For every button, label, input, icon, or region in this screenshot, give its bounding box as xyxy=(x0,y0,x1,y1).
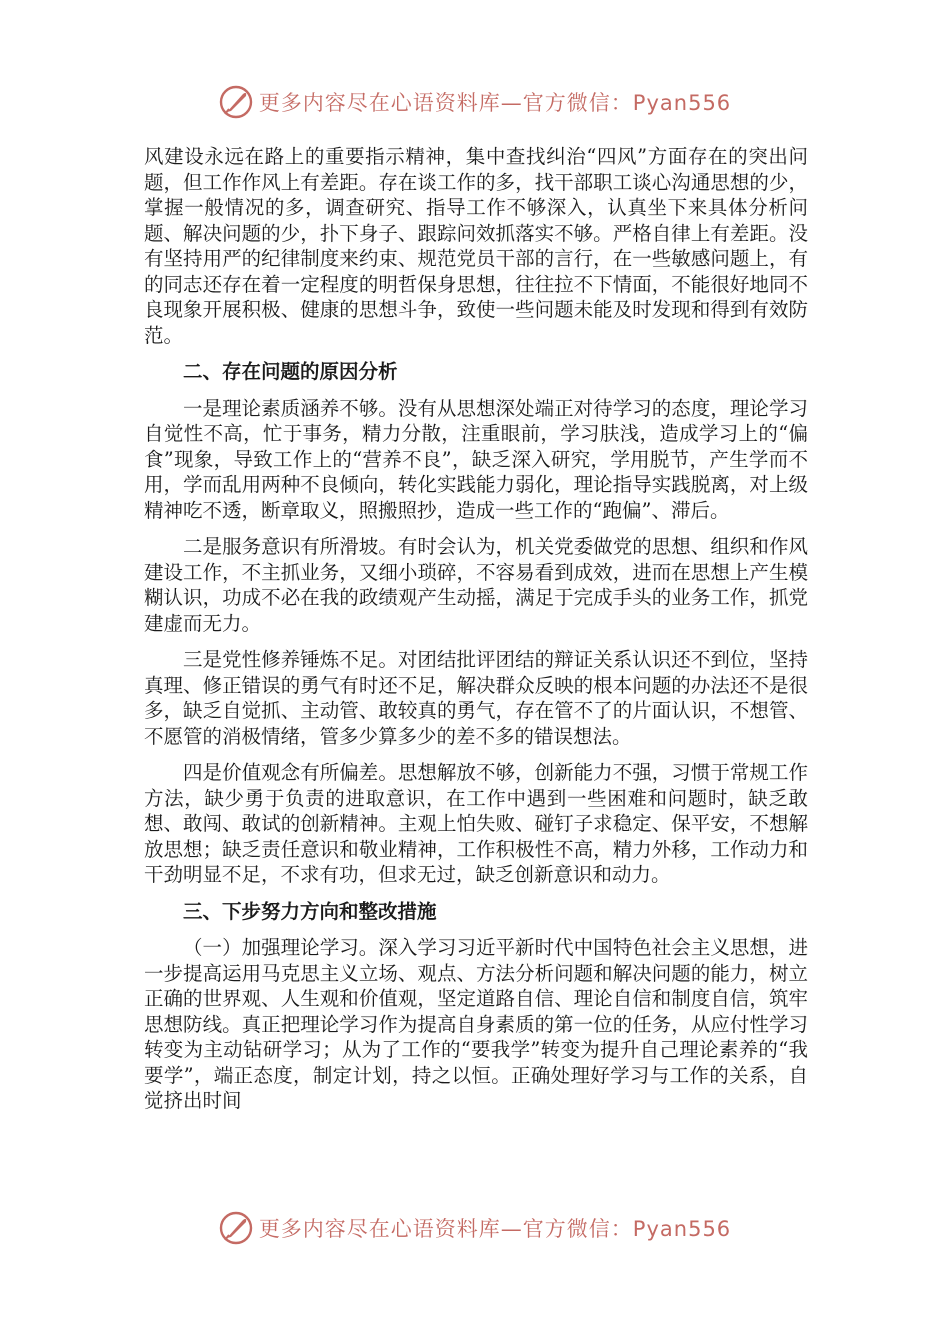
paragraph-cause-3: 三是党性修养锤炼不足。对团结批评团结的辩证关系认识还不到位，坚持真理、修正错误的勇气有时还不足，解决群众反映的根本问题的办法还不是很多，缺乏自觉抓、主动管、敢较真的勇气，存在管不了的片面认识，不想管、不愿管的消极情绪，管多少算多少的差不多的错误想法。 xyxy=(144,648,808,748)
paragraph-cause-4: 四是价值观念有所偏差。思想解放不够，创新能力不强，习惯于常规工作方法，缺少勇于负责的进取意识，在工作中遇到一些困难和问题时，缺乏敢想、敢闯、敢试的创新精神。主观上怕失败、碰钉子求稳定、保平安，不想解放思想；缺乏责任意识和敬业精神，工作积极性不高，精力外移，工作动力和干劲明显不足，不求有功，但求无过，缺乏创新意识和动力。 xyxy=(144,761,808,886)
section-heading-causes: 二、存在问题的原因分析 xyxy=(183,360,398,383)
section-heading-measures: 三、下步努力方向和整改措施 xyxy=(183,899,437,923)
watermark-text: 更多内容尽在心语资料库—官方微信：Pyan556 xyxy=(258,1217,732,1241)
header-watermark-banner xyxy=(0,82,950,122)
paragraph-measure-1: （一）加强理论学习。深入学习习近平新时代中国特色社会主义思想，进一步提高运用马克思主义立场、观点、方法分析问题和解决问题的能力，树立正确的世界观、人生观和价值观，坚定道路自信、理论自信和制度自信，筑牢思想防线。真正把理论学习作为提高自身素质的第一位的任务，从应付性学习转变为主动钻研学习；从为了工作的“要我学”转变为提升自己理论素养的“我要学”，端正态度，制定计划，持之以恒。正确处理好学习与工作的关系，自觉挤出时间 xyxy=(144,936,808,1112)
document-body xyxy=(144,144,808,1125)
footer-watermark-banner xyxy=(0,1208,950,1248)
intro-paragraph: 风建设永远在路上的重要指示精神，集中查找纠治“四风”方面存在的突出问题，但工作作风上有差距。存在谈工作的多，找干部职工谈心沟通思想的少，掌握一般情况的多，调查研究、指导工作不够深入，认真坐下来具体分析问题、解决问题的少，扑下身子、跟踪问效抓落实不够。严格自律上有差距。没有坚持用严的纪律制度来约束、规范党员干部的言行，在一些敏感问题上，有的同志还存在着一定程度的明哲保身思想，往往拉不下情面，不能很好地同不良现象开展积极、健康的思想斗争，致使一些问题未能及时发现和得到有效防范。 xyxy=(144,145,808,347)
paragraph-cause-2: 二是服务意识有所滑坡。有时会认为，机关党委做党的思想、组织和作风建设工作，不主抓业务，又细小琐碎，不容易看到成效，进而在思想上产生模糊认识，功成不必在我的政绩观产生动摇，满足于完成手头的业务工作，抓党建虚而无力。 xyxy=(144,535,808,635)
quill-pen-logo-icon xyxy=(219,1211,253,1245)
quill-pen-logo-icon xyxy=(219,85,253,119)
watermark-text: 更多内容尽在心语资料库—官方微信：Pyan556 xyxy=(258,91,732,115)
paragraph-cause-1: 一是理论素质涵养不够。没有从思想深处端正对待学习的态度，理论学习自觉性不高，忙于事务，精力分散，注重眼前，学习肤浅，造成学习上的“偏食”现象，导致工作上的“营养不良”，缺乏深入研究，学用脱节，产生学而不用，学而乱用两种不良倾向，转化实践能力弱化，理论指导实践脱离，对上级精神吃不透，断章取义，照搬照抄，造成一些工作的“跑偏”、滞后。 xyxy=(144,396,808,522)
